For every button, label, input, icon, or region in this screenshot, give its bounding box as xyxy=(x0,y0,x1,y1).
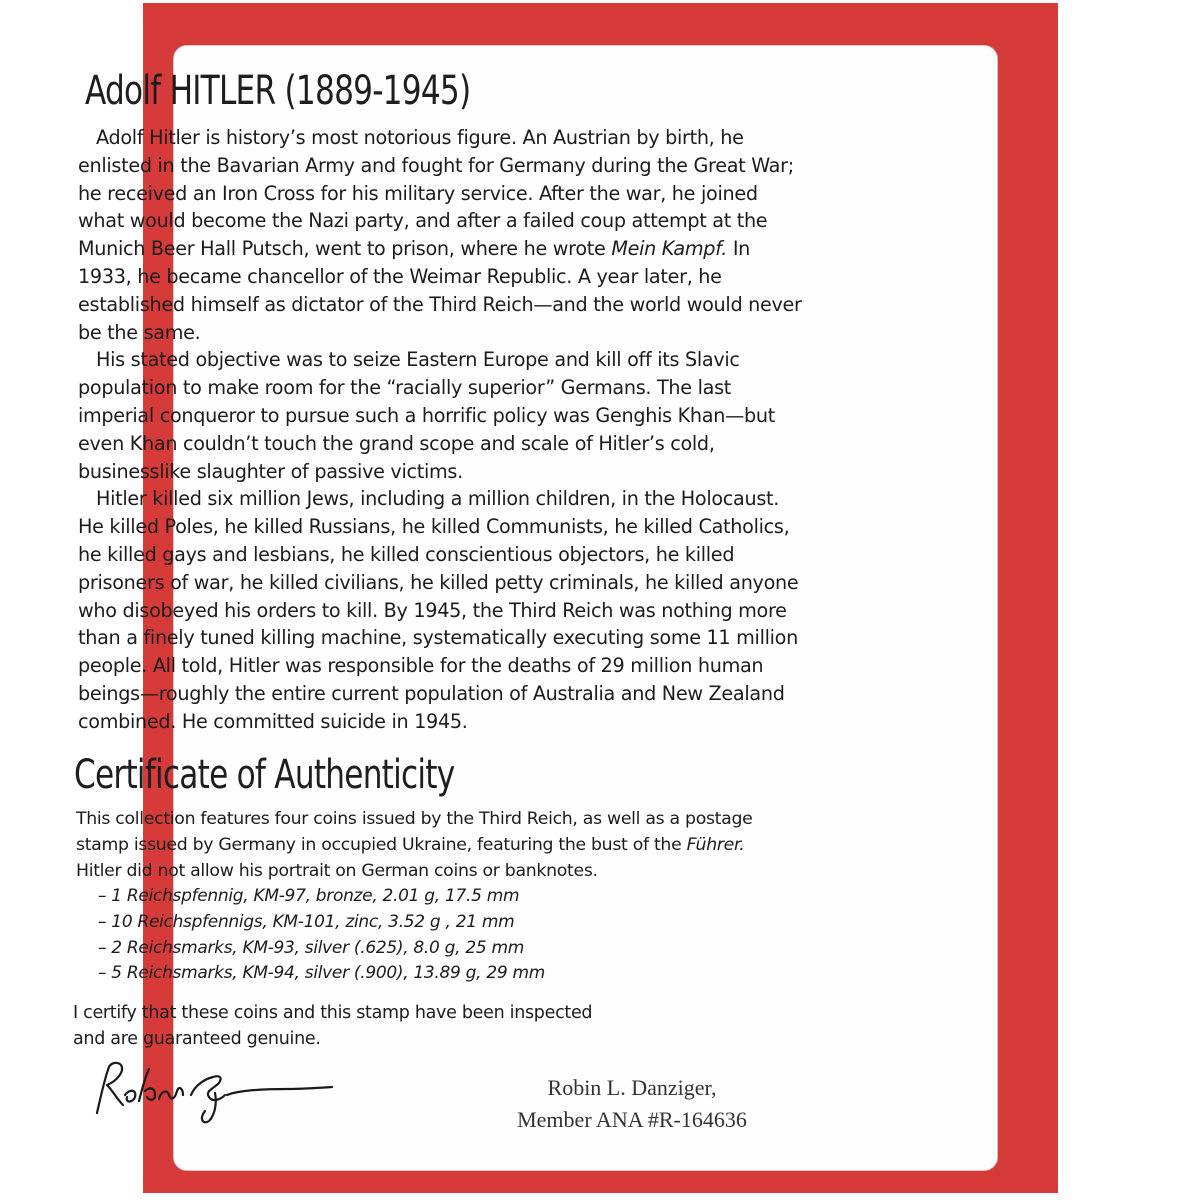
bio-paragraph-1 xyxy=(78,124,808,346)
certificate-heading: Certificate of Authenticity xyxy=(74,752,455,798)
bio-paragraph-3: Hitler killed six million Jews, including a million children, in the Holocaust. He killed Poles, he killed Russians, he killed Communists, he killed Catholics, he killed gays and lesbians, he killed conscientious objectors, he killed prisoners of war, he killed civilians, he killed petty criminals, he killed anyone who disobeyed his orders to kill. By 1945, the Third Reich was nothing more than a finely tuned killing machine, systematically executing some 11 million people. All told, Hitler was responsible for the deaths of 29 million human beings—roughly the entire current population of Australia and New Zealand combined. He committed suicide in 1945. xyxy=(78,487,799,733)
certification-statement: I certify that these coins and this stamp have been inspected and are guaranteed genuine. xyxy=(73,1003,593,1049)
signer-name: Robin L. Danziger, xyxy=(547,1075,717,1100)
cert-intro-text-a: This collection features four coins issued by the Third Reich, as well as a postage stamp issued by Germany in occupied Ukraine, featuring the bust of the xyxy=(76,809,753,855)
handwritten-signature xyxy=(87,1055,337,1127)
fuhrer-term: Führer. xyxy=(686,835,745,855)
document-title: Adolf HITLER (1889-1945) xyxy=(85,68,471,114)
coin-item: – 1 Reichspfennig, KM-97, bronze, 2.01 g, 17.5 mm xyxy=(98,886,520,906)
bio-p1-text-b: In 1933, he became chancellor of the Weimar Republic. A year later, he established himself as dictator of the Third Reich—and the world would never be the same. xyxy=(78,237,802,344)
coin-item: – 10 Reichspfennigs, KM-101, zinc, 3.52 g , 21 mm xyxy=(98,911,515,932)
signer-membership: Member ANA #R-164636 xyxy=(517,1107,747,1132)
coin-item: – 2 Reichsmarks, KM-93, silver (.625), 8.0 g, 25 mm xyxy=(98,937,524,958)
signer-block xyxy=(492,1072,772,1136)
certificate-intro xyxy=(76,806,776,884)
book-title-mein-kampf: Mein Kampf. xyxy=(611,237,728,261)
bio-paragraph-2: His stated objective was to seize Eastern Europe and kill off its Slavic population to make room for the “racially superior” Germans. The last imperial conqueror to pursue such a horrific policy was Genghis Khan—but even Khan couldn’t touch the grand scope and scale of Hitler’s cold, businesslike slaughter of passive victims. xyxy=(78,348,775,483)
biography xyxy=(78,124,808,736)
coin-item: – 5 Reichsmarks, KM-94, silver (.900), 13.89 g, 29 mm xyxy=(98,963,546,984)
cert-intro-text-b: Hitler did not allow his portrait on German coins or banknotes. xyxy=(76,861,598,881)
coin-list xyxy=(98,884,545,987)
bio-p1-text-a: Adolf Hitler is history’s most notorious figure. An Austrian by birth, he enlisted in the Bavarian Army and fought for Germany during the Great War; he received an Iron Cross for his military service. After the war, he joined what would become the Nazi party, and after a failed coup attempt at the Munich Beer Hall Putsch, went to prison, where he wrote xyxy=(78,126,794,261)
